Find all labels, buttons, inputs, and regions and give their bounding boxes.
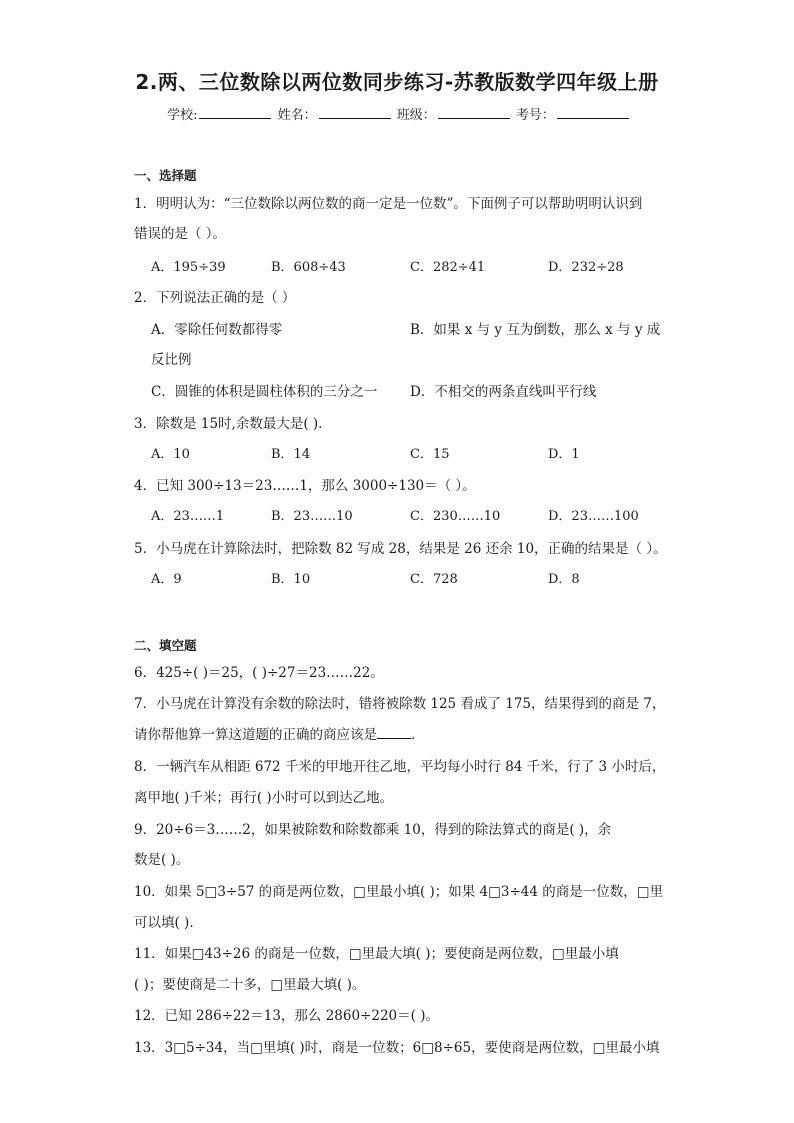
q7-stem-line1: 7．小马虎在计算没有余数的除法时，错将被除数 125 看成了 175，结果得到的商是 7，: [134, 696, 666, 712]
q13-stem: 13．3□5÷34，当□里填( )时，商是一位数；6□8÷65，要使商是两位数，□里最小填: [134, 1040, 660, 1056]
q1-stem-line1: 1．明明认为：“三位数除以两位数的商一定是一位数”。下面例子可以帮助明明认识到: [134, 196, 643, 212]
q2-option-d[interactable]: D．不相交的两条直线叫平行线: [410, 384, 597, 400]
q4-stem: 4．已知 300÷13＝23……1，那么 3000÷130＝（ ）。: [134, 478, 476, 494]
q9-stem-line2: 数是( )。: [134, 852, 190, 868]
school-label: 学校:: [167, 108, 198, 123]
q11-stem-line2: ( )；要使商是二十多，□里最大填( )。: [134, 977, 366, 993]
q12-stem: 12．已知 286÷22＝13，那么 2860÷220＝( )。: [134, 1008, 439, 1024]
q10-stem-line2: 可以填( ).: [134, 915, 194, 931]
q3-option-a[interactable]: A．10: [151, 447, 190, 462]
section-heading-choice: 一、选择题: [134, 168, 197, 183]
page-title: 2.两、三位数除以两位数同步练习-苏教版数学四年级上册: [135, 70, 659, 94]
q9-stem-line1: 9．20÷6＝3……2，如果被除数和除数都乘 10，得到的除法算式的商是( )，余: [134, 822, 612, 838]
q11-stem-line1: 11．如果□43÷26 的商是一位数，□里最大填( )；要使商是两位数，□里最小填: [134, 946, 619, 962]
q3-option-c[interactable]: C．15: [410, 447, 450, 462]
q8-stem-line2: 离甲地( )千米；再行( )小时可以到达乙地。: [134, 790, 394, 806]
q10-stem-line1: 10．如果 5□3÷57 的商是两位数，□里最小填( )；如果 4□3÷44 的商是一位数，□里: [134, 884, 664, 900]
name-label: 姓名：: [277, 108, 317, 123]
q4-option-a[interactable]: A．23……1: [151, 509, 225, 524]
q5-option-d[interactable]: D．8: [548, 572, 580, 587]
q7-stem-line2: [134, 723, 425, 743]
q4-option-d[interactable]: D．23……100: [548, 509, 639, 524]
school-blank[interactable]: [199, 106, 271, 119]
q3-option-b[interactable]: B．14: [271, 447, 311, 462]
class-blank[interactable]: [438, 106, 510, 119]
q2-option-b[interactable]: B．如果 x 与 y 互为倒数，那么 x 与 y 成: [410, 322, 661, 338]
q2-option-a[interactable]: A．零除任何数都得零: [151, 322, 283, 338]
q8-stem-line1: 8．一辆汽车从相距 672 千米的甲地开往乙地，平均每小时行 84 千米，行了 3 小时后，: [134, 759, 666, 775]
q4-option-b[interactable]: B．23……10: [271, 509, 353, 524]
q7-answer-blank[interactable]: [377, 726, 411, 739]
section-heading-fill: 二、填空题: [134, 638, 197, 653]
q1-option-b[interactable]: B．608÷43: [271, 260, 346, 275]
exam-no-blank[interactable]: [557, 106, 629, 119]
q1-option-d[interactable]: D．232÷28: [548, 260, 624, 275]
q1-stem-line2: 错误的是（ ）。: [134, 226, 227, 242]
class-label: 班级：: [396, 108, 436, 123]
q3-option-d[interactable]: D．1: [548, 447, 580, 462]
q2-stem: 2．下列说法正确的是（ ）: [134, 290, 296, 306]
q3-stem: 3．除数是 15时,余数最大是( ).: [134, 416, 323, 432]
q5-option-b[interactable]: B．10: [271, 572, 311, 587]
student-info-row: [0, 104, 794, 123]
q7-stem-line2-end: ．: [411, 727, 425, 743]
q4-option-c[interactable]: C．230……10: [410, 509, 501, 524]
q7-stem-line2-text: 请你帮他算一算这道题的正确的商应该是: [134, 727, 377, 743]
name-blank[interactable]: [319, 106, 391, 119]
q6-stem: 6．425÷( )＝25，( )÷27＝23……22。: [134, 665, 384, 681]
q5-option-a[interactable]: A．9: [151, 572, 182, 587]
q1-option-a[interactable]: A．195÷39: [151, 260, 226, 275]
q2-option-c[interactable]: C．圆锥的体积是圆柱体积的三分之一: [151, 384, 378, 400]
q5-stem: 5．小马虎在计算除法时，把除数 82 写成 28，结果是 26 还余 10，正确的结果是（ ）。: [134, 541, 667, 557]
exam-no-label: 考号：: [515, 108, 555, 123]
q5-option-c[interactable]: C．728: [410, 572, 458, 587]
q2-option-b-cont: 反比例: [151, 352, 192, 368]
q1-option-c[interactable]: C．282÷41: [410, 260, 486, 275]
